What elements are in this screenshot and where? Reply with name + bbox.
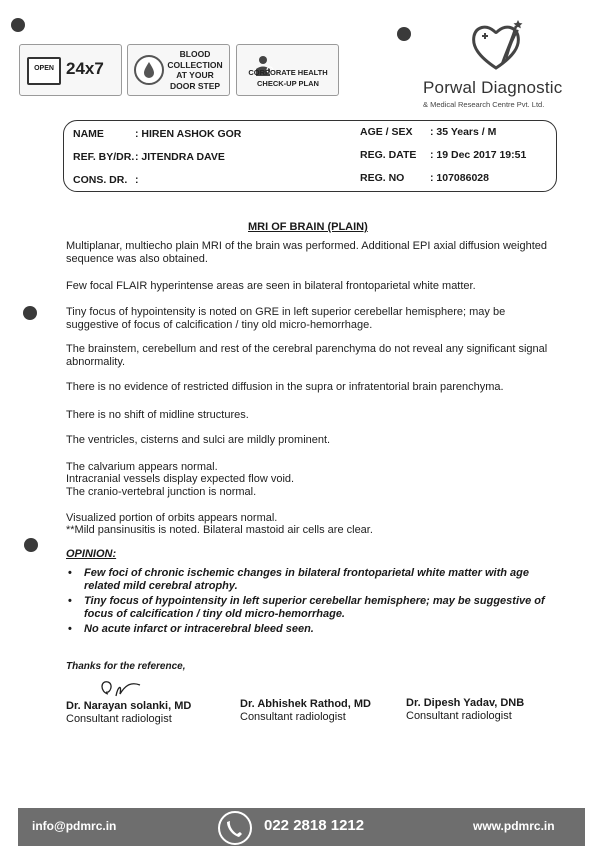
signature-scribble (96, 676, 142, 700)
name-label: NAME (73, 128, 104, 140)
doctor-1-name: Dr. Narayan solanki, MD (66, 700, 192, 712)
findings-paragraph-8b: Intracranial vessels display expected flow void. (66, 473, 295, 485)
opinion-item: • No acute infarct or intracerebral bleed seen. (66, 623, 556, 636)
reg-no-value: : 107086028 (430, 172, 489, 184)
open-sign-label: OPEN (34, 65, 54, 72)
opinion-heading: OPINION: (66, 548, 117, 560)
age-sex-value: : 35 Years / M (430, 126, 497, 138)
findings-paragraph-1: Multiplanar, multiecho plain MRI of the brain was performed. Additional EPI axial diffusion weighted sequence was also obtained. (66, 240, 548, 265)
doctor-2-title: Consultant radiologist (240, 711, 346, 723)
name-value: : HIREN ASHOK GOR (135, 128, 242, 140)
footer-website: www.pdmrc.in (473, 819, 555, 833)
age-sex-label: AGE / SEX (360, 126, 413, 138)
blood-collection-label: BLOOD COLLECTION AT YOUR DOOR STEP (167, 49, 223, 91)
open-24x7-badge (19, 44, 122, 96)
findings-paragraph-9b: **Mild pansinusitis is noted. Bilateral mastoid air cells are clear. (66, 524, 373, 536)
cons-label: CONS. DR. (73, 174, 128, 186)
opinion-item: • Few foci of chronic ischemic changes in bilateral frontoparietal white matter with age related mild cerebral atrophy. (66, 567, 556, 593)
punch-hole-low-left (24, 538, 38, 552)
logo-subtitle: & Medical Research Centre Pvt. Ltd. (423, 100, 545, 109)
open-sign-icon (27, 57, 61, 85)
doctor-3-name: Dr. Dipesh Yadav, DNB (406, 697, 525, 709)
reg-date-label: REG. DATE (360, 149, 417, 161)
ref-value: : JITENDRA DAVE (135, 151, 225, 163)
findings-paragraph-8a: The calvarium appears normal. (66, 461, 218, 473)
cons-value: : (135, 174, 139, 186)
findings-paragraph-3: Tiny focus of hypointensity is noted on GRE in left superior cerebellar hemisphere; may be suggestive of focus of calcification / tiny old micro-hemorrhage. (66, 306, 506, 331)
thanks-note: Thanks for the reference, (66, 661, 186, 672)
footer-phone: 022 2818 1212 (264, 817, 365, 834)
ref-label: REF. BY/DR. (73, 151, 135, 163)
findings-paragraph-2: Few focal FLAIR hyperintense areas are seen in bilateral frontoparietal white matter. (66, 280, 476, 292)
findings-paragraph-7: The ventricles, cisterns and sulci are mildly prominent. (66, 434, 331, 446)
report-title: MRI OF BRAIN (PLAIN) (248, 221, 368, 233)
opinion-list (66, 567, 556, 638)
punch-hole-mid-left (23, 306, 37, 320)
logo-name: Porwal Diagnostic (423, 78, 563, 97)
reg-date-value: : 19 Dec 2017 19:51 (430, 149, 527, 161)
findings-paragraph-8c: The cranio-vertebral junction is normal. (66, 486, 257, 498)
punch-hole-top-left (11, 18, 25, 32)
findings-paragraph-4: The brainstem, cerebellum and rest of the cerebral parenchyma do not reveal any significant signal abnormality. (66, 343, 548, 368)
reg-no-label: REG. NO (360, 172, 405, 184)
punch-hole-top-right (397, 27, 411, 41)
footer-email: info@pdmrc.in (32, 819, 117, 833)
doctor-3-title: Consultant radiologist (406, 710, 512, 722)
doctor-1-title: Consultant radiologist (66, 713, 172, 725)
doctor-2-name: Dr. Abhishek Rathod, MD (240, 698, 371, 710)
findings-paragraph-5: There is no evidence of restricted diffusion in the supra or infratentorial brain parenchyma. (66, 381, 504, 393)
open-24x7-label: 24x7 (66, 59, 104, 78)
corporate-checkup-label: CORPORATE HEALTH CHECK-UP PLAN (248, 68, 328, 88)
corporate-checkup-badge (236, 44, 339, 96)
opinion-item: • Tiny focus of hypointensity in left superior cerebellar hemisphere; may be suggestive of focus of calcification / tiny old micro-hemorrhage. (66, 595, 556, 621)
findings-paragraph-6: There is no shift of midline structures. (66, 409, 249, 421)
phone-icon (218, 811, 252, 845)
blood-collection-badge (127, 44, 230, 96)
findings-paragraph-9a: Visualized portion of orbits appears normal. (66, 512, 278, 524)
blood-drop-icon (134, 55, 164, 85)
footer-bar (18, 808, 585, 846)
porwal-logo-icon (468, 18, 524, 74)
